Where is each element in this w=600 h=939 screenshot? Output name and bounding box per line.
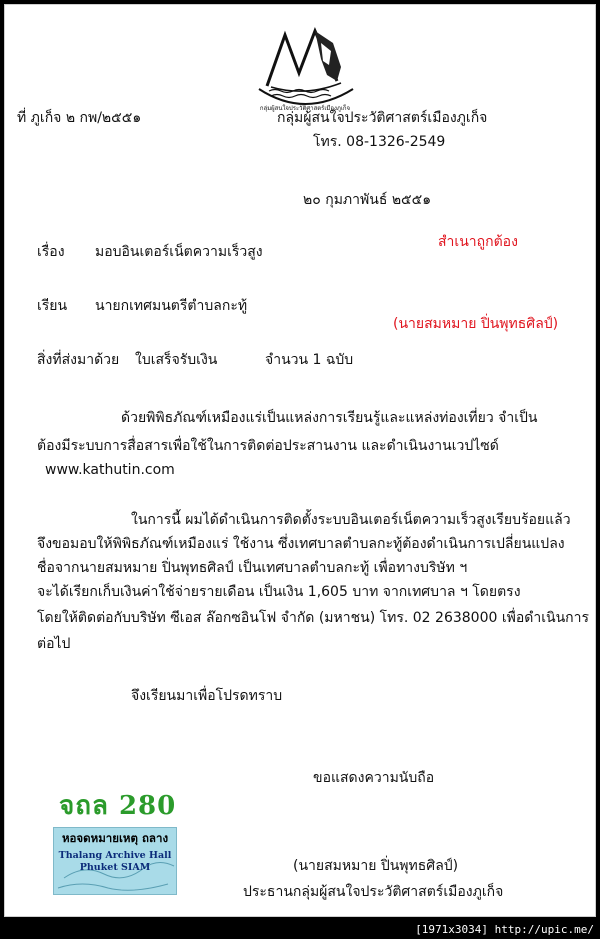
archive-label-th: หอจดหมายเหตุ ถลาง [61, 831, 169, 845]
signer-name: (นายสมหมาย ปิ่นพุทธศิลป์) [293, 858, 459, 874]
certified-copy-label: สำเนาถูกต้อง [438, 234, 518, 250]
signer-title: ประธานกลุ่มผู้สนใจประวัติศาสตร์เมืองภูเก็จ [243, 884, 504, 900]
addressee-label: เรียน [37, 298, 68, 314]
reference-number: ที่ ภูเก็จ ๒ กพ/๒๕๕๑ [17, 110, 142, 126]
image-host-footer: [1971x3034] http://upic.me/ [415, 923, 594, 936]
organization-phone: โทร. 08-1326-2549 [313, 134, 446, 150]
paragraph-2-line: จะได้เรียกเก็บเงินค่าใช้จ่ายรายเดือน เป็นเงิน 1,605 บาท จากเทศบาล ฯ โดยตรง [37, 584, 521, 600]
closing-request: จึงเรียนมาเพื่อโปรดทราบ [131, 688, 283, 704]
paragraph-1-line: ต้องมีระบบการสื่อสารเพื่อใช้ในการติดต่อประสานงาน และดำเนินงานเวปไซด์ [37, 438, 499, 454]
logo-ring-text: กลุ่มผู้สนใจประวัติศาสตร์เมืองภูเก็จ [259, 105, 351, 112]
archive-code: จถล 280 [59, 791, 177, 821]
archive-stamp [53, 827, 177, 895]
website-text: www.kathutin.com [45, 462, 175, 478]
paragraph-2-line: ต่อไป [37, 636, 71, 652]
paragraph-2-line: ชื่อจากนายสมหมาย ปิ่นพุทธศิลป์ เป็นเทศบาลตำบลกะทู้ เพื่อทางบริษัท ฯ [37, 560, 468, 576]
addressee-text: นายกเทศมนตรีตำบลกะทู้ [95, 298, 248, 314]
letter-date: ๒๐ กุมภาพันธ์ ๒๕๕๑ [303, 192, 432, 208]
paragraph-2-line: โดยให้ติดต่อกับบริษัท ซีเอส ล๊อกซอินโฟ จำกัด (มหาชน) โทร. 02 2638000 เพื่อดำเนินการ [37, 610, 589, 626]
organization-logo [241, 23, 369, 113]
enclosure-item: ใบเสร็จรับเงิน [135, 352, 218, 368]
document-page [4, 4, 596, 917]
archive-label-en: Thalang Archive Hall [58, 850, 172, 861]
certified-signer: (นายสมหมาย ปิ่นพุทธศิลป์) [393, 316, 559, 332]
regards-text: ขอแสดงความนับถือ [313, 770, 435, 786]
subject-label: เรื่อง [37, 244, 65, 260]
enclosure-count: จำนวน 1 ฉบับ [265, 352, 354, 368]
subject-text: มอบอินเตอร์เน็ตความเร็วสูง [95, 244, 263, 260]
archive-label-location: Phuket SIAM [79, 862, 151, 873]
paragraph-2-line: ในการนี้ ผมได้ดำเนินการติดตั้งระบบอินเตอร์เน็ตความเร็วสูงเรียบร้อยแล้ว [131, 512, 571, 528]
enclosure-label: สิ่งที่ส่งมาด้วย [37, 352, 120, 368]
paragraph-2-line: จึงขอมอบให้พิพิธภัณฑ์เหมืองแร่ ใช้งาน ซึ่งเทศบาลตำบลกะทู้ต้องดำเนินการเปลี่ยนแปลง [37, 536, 565, 552]
paragraph-1-line: ด้วยพิพิธภัณฑ์เหมืองแร่เป็นแหล่งการเรียนรู้และแหล่งท่องเที่ยว จำเป็น [121, 410, 538, 426]
organization-name: กลุ่มผู้สนใจประวัติศาสตร์เมืองภูเก็จ [277, 110, 488, 126]
